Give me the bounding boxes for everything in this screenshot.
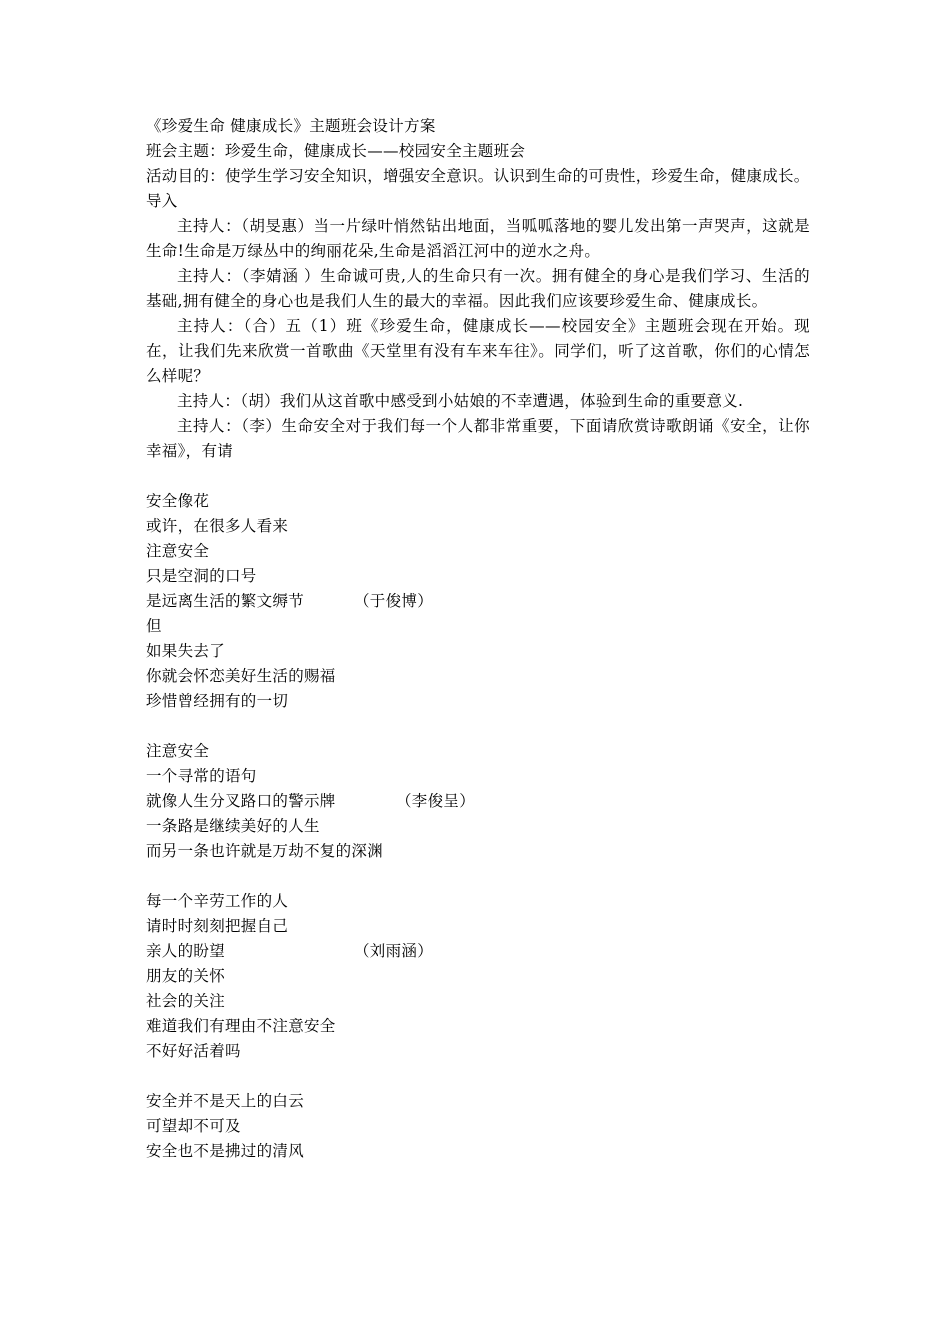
poem-line: 一条路是继续美好的人生 [146,817,320,835]
poem-line: 不好好活着吗 [146,1042,241,1060]
poem-line: 是远离生活的繁文缛节 [146,592,305,610]
poem-line: 社会的关注 [146,992,226,1010]
poem-line: 珍惜曾经拥有的一切 [146,692,289,710]
class-meeting-theme: 班会主题：珍爱生命，健康成长——校园安全主题班会 [146,142,526,160]
poem-line: 每一个辛劳工作的人 [146,892,289,910]
host-paragraph: 主持人：（胡）我们从这首歌中感受到小姑娘的不幸遭遇，体验到生命的重要意义. [177,392,744,410]
host-paragraph: 主持人：（李婧涵 ）生命诚可贵,人的生命只有一次。拥有健全的身心是我们学习、生活的基础,拥有健全的身心也是我们人生的最大的幸福。因此我们应该要珍爱生命、健康成长。 [146,267,810,310]
poem-line-with-reciter [146,589,810,614]
poem-line: 而另一条也许就是万劫不复的深渊 [146,842,384,860]
spacer [146,464,810,489]
poem-line: 亲人的盼望 [146,942,226,960]
poem-line: 只是空洞的口号 [146,567,257,585]
poem-stanza-2 [146,739,810,864]
reciter-name: （李俊呈） [396,792,476,810]
spacer [146,864,810,889]
poem-line: 一个寻常的语句 [146,767,257,785]
poem-line-with-reciter [146,939,810,964]
poem-line: 注意安全 [146,742,210,760]
host-paragraph: 主持人：（胡旻惠）当一片绿叶悄然钻出地面，当呱呱落地的婴儿发出第一声哭声，这就是生命!生命是万绿丛中的绚丽花朵,生命是滔滔江河中的逆水之舟。 [146,217,810,260]
poem-stanza-1 [146,489,810,714]
poem-line: 或许，在很多人看来 [146,517,289,535]
poem-line: 可望却不可及 [146,1117,241,1135]
reciter-name: （于俊博） [354,592,434,610]
spacer [146,714,810,739]
poem-stanza-4 [146,1089,810,1164]
activity-goal: 活动目的：使学生学习安全知识，增强安全意识。认识到生命的可贵性，珍爱生命，健康成长。 [146,167,810,185]
poem-line: 安全像花 [146,492,210,510]
spacer [146,1064,810,1089]
poem-line: 朋友的关怀 [146,967,226,985]
host-paragraph: 主持人：（合）五（1）班《珍爱生命，健康成长——校园安全》主题班会现在开始。现在，让我们先来欣赏一首歌曲《天堂里有没有车来车往》。同学们，听了这首歌，你们的心情怎么样呢？ [146,317,810,385]
poem-line: 就像人生分叉路口的警示牌 [146,792,336,810]
reciter-name: （刘雨涵） [354,942,434,960]
poem-line: 请时时刻刻把握自己 [146,917,289,935]
poem-stanza-3 [146,889,810,1064]
poem-line: 安全并不是天上的白云 [146,1092,305,1110]
intro-heading: 导入 [146,192,178,210]
poem-line: 但 [146,617,162,635]
document-body [146,114,810,1164]
poem-line: 注意安全 [146,542,210,560]
poem-line-with-reciter [146,789,810,814]
host-paragraph: 主持人：（李）生命安全对于我们每一个人都非常重要，下面请欣赏诗歌朗诵《安全，让你幸福》，有请 [146,417,810,460]
poem-line: 安全也不是拂过的清风 [146,1142,305,1160]
poem-line: 如果失去了 [146,642,226,660]
poem-line: 你就会怀恋美好生活的赐福 [146,667,336,685]
poem-line: 难道我们有理由不注意安全 [146,1017,336,1035]
document-title: 《珍爱生命 健康成长》主题班会设计方案 [146,117,436,135]
